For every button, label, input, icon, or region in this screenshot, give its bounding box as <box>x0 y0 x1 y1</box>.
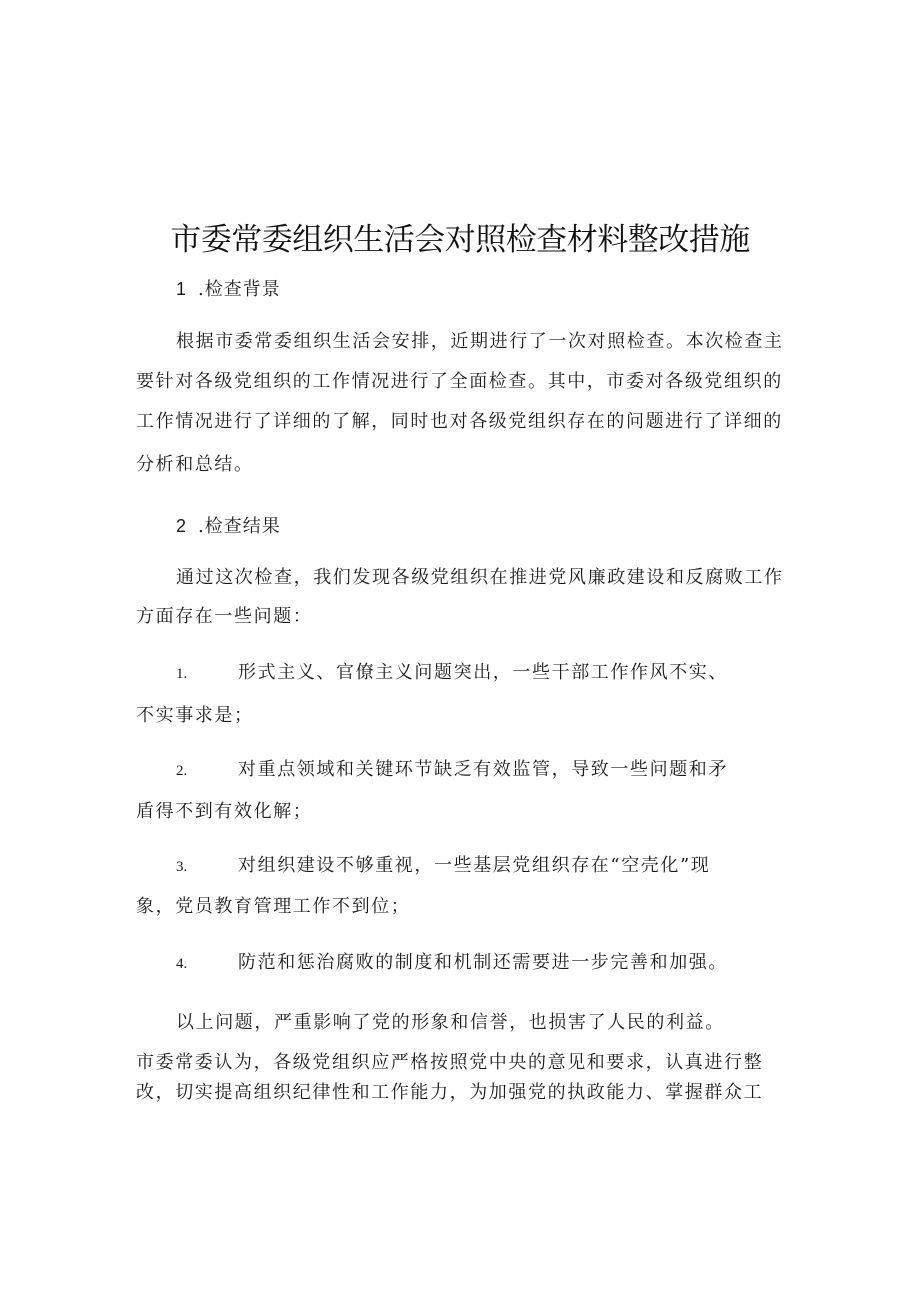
list-item-number: 1. <box>176 666 188 682</box>
list-item-line: 防范和惩治腐败的制度和机制还需要进一步完善和加强。 <box>238 952 728 973</box>
paragraph-line: 通过这次检查，我们发现各级党组织在推进党风廉政建设和反腐败工作 <box>176 567 784 588</box>
section-heading-text: .检查结果 <box>198 516 281 537</box>
list-item-number: 2. <box>176 763 188 779</box>
paragraph-line: 方面存在一些问题： <box>136 606 313 627</box>
section-heading-text: .检查背景 <box>198 279 281 300</box>
list-item-line: 象，党员教育管理工作不到位； <box>136 896 411 917</box>
paragraph-line: 根据市委常委组织生活会安排，近期进行了一次对照检查。本次检查主 <box>176 331 784 352</box>
list-item-number: 4. <box>176 956 188 972</box>
closing-line: 市委常委认为，各级党组织应严格按照党中央的意见和要求，认真进行整 <box>136 1052 764 1073</box>
section-number: 2 <box>176 516 188 536</box>
closing-line: 以上问题，严重影响了党的形象和信誉，也损害了人民的利益。 <box>176 1012 725 1033</box>
closing-line: 改，切实提高组织纪律性和工作能力，为加强党的执政能力、掌握群众工 <box>136 1082 764 1103</box>
list-item-line: 盾得不到有效化解； <box>136 801 313 822</box>
list-item-line: 对组织建设不够重视，一些基层党组织存在“空壳化”现 <box>238 855 711 876</box>
section-heading-1 <box>176 277 281 302</box>
paragraph-line: 要针对各级党组织的工作情况进行了全面检查。其中，市委对各级党组织的 <box>136 371 783 392</box>
list-item-line: 形式主义、官僚主义问题突出，一些干部工作作风不实、 <box>238 662 728 683</box>
paragraph-line: 分析和总结。 <box>136 454 254 475</box>
list-item-number: 3. <box>176 859 188 875</box>
list-item-line: 对重点领域和关键环节缺乏有效监管，导致一些问题和矛 <box>238 759 728 780</box>
paragraph-line: 工作情况进行了详细的了解，同时也对各级党组织存在的问题进行了详细的 <box>136 411 783 432</box>
section-heading-2 <box>176 514 281 539</box>
section-number: 1 <box>176 279 188 299</box>
list-item-line: 不实事求是； <box>136 705 254 726</box>
document-title: 市委常委组织生活会对照检查材料整改措施 <box>170 222 750 258</box>
